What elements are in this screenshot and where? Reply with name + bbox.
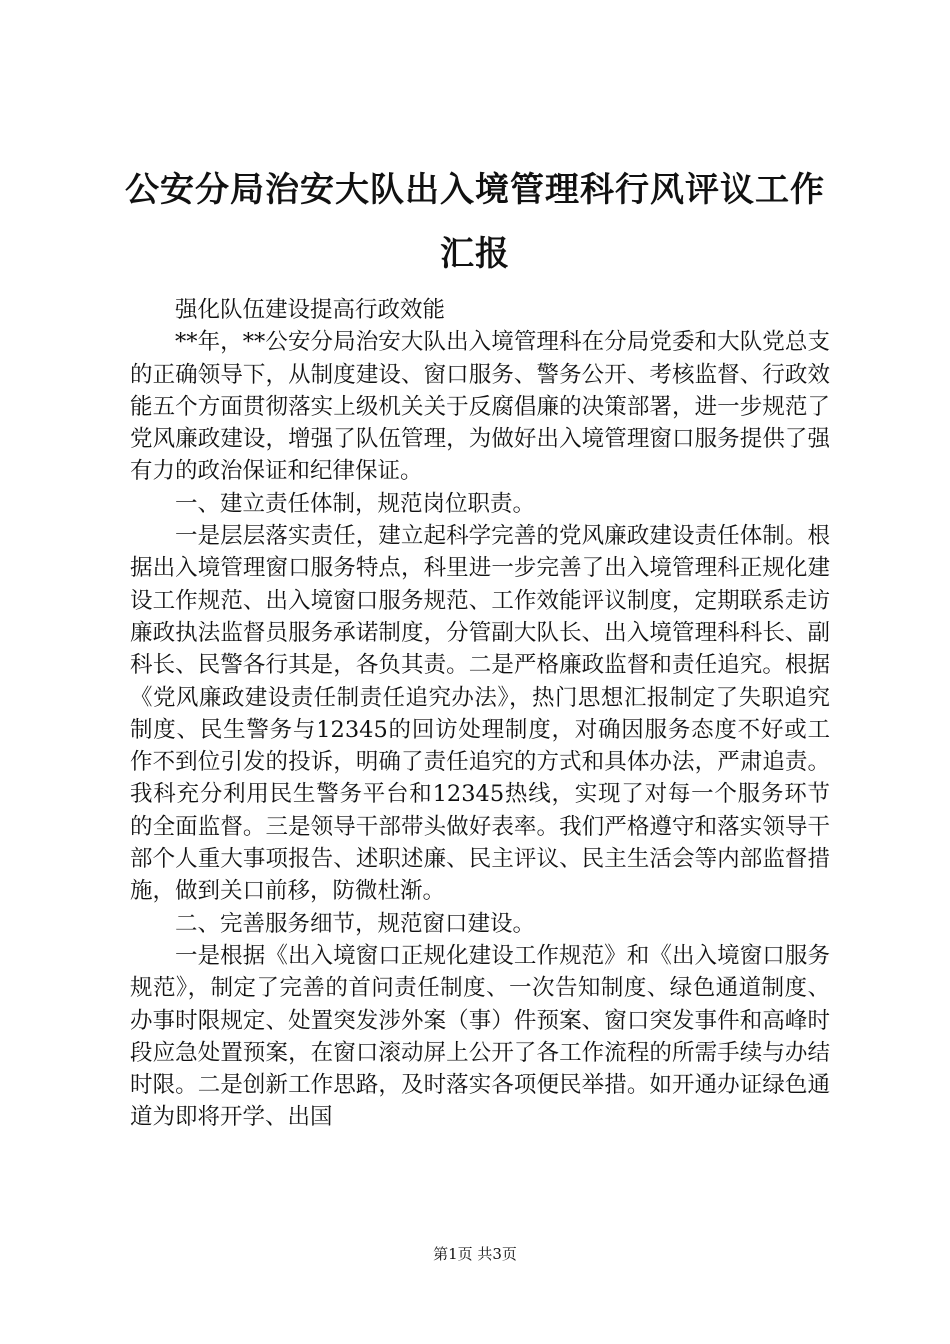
document-body — [130, 294, 830, 1134]
section-2-paragraph: 一是根据《出入境窗口正规化建设工作规范》和《出入境窗口服务规范》，制定了完善的首问责任制度、一次告知制度、绿色通道制度、办事时限规定、处置突发涉外案（事）件预案、窗口突发事件和高峰时段应急处置预案，在窗口滚动屏上公开了各工作流程的所需手续与办结时限。二是创新工作思路，及时落实各项便民举措。如开通办证绿色通道为即将开学、出国 — [130, 942, 830, 1131]
page-number-footer: 第1页 共3页 — [433, 1245, 517, 1263]
section-heading-2: 二、完善服务细节，规范窗口建设。 — [175, 910, 536, 937]
subtitle-paragraph: 强化队伍建设提高行政效能 — [175, 297, 446, 323]
section-heading-1: 一、建立责任体制，规范岗位职责。 — [175, 490, 536, 517]
document-title: 公安分局治安大队出入境管理科行风评议工作汇报 — [125, 170, 825, 274]
intro-paragraph: **年，**公安分局治安大队出入境管理科在分局党委和大队党总支的正确领导下，从制度建设、窗口服务、警务公开、考核监督、行政效能五个方面贯彻落实上级机关关于反腐倡廉的决策部署，进一步规范了党风廉政建设，增强了队伍管理，为做好出入境管理窗口服务提供了强有力的政治保证和纪律保证。 — [130, 329, 830, 485]
section-1-paragraph: 一是层层落实责任，建立起科学完善的党风廉政建设责任体制。根据出入境管理窗口服务特点，科里进一步完善了出入境管理科正规化建设工作规范、出入境窗口服务规范、工作效能评议制度，定期联系走访廉政执法监督员服务承诺制度，分管副大队长、出入境管理科科长、副科长、民警各行其是，各负其责。二是严格廉政监督和责任追究。根据《党风廉政建设责任制责任追究办法》，热门思想汇报制定了失职追究制度、民生警务与12345的回访处理制度，对确因服务态度不好或工作不到位引发的投诉，明确了责任追究的方式和具体办法，严肃追责。我科充分利用民生警务平台和12345热线，实现了对每一个服务环节的全面监督。三是领导干部带头做好表率。我们严格遵守和落实领导干部个人重大事项报告、述职述廉、民主评议、民主生活会等内部监督措施，做到关口前移，防微杜渐。 — [130, 523, 830, 905]
